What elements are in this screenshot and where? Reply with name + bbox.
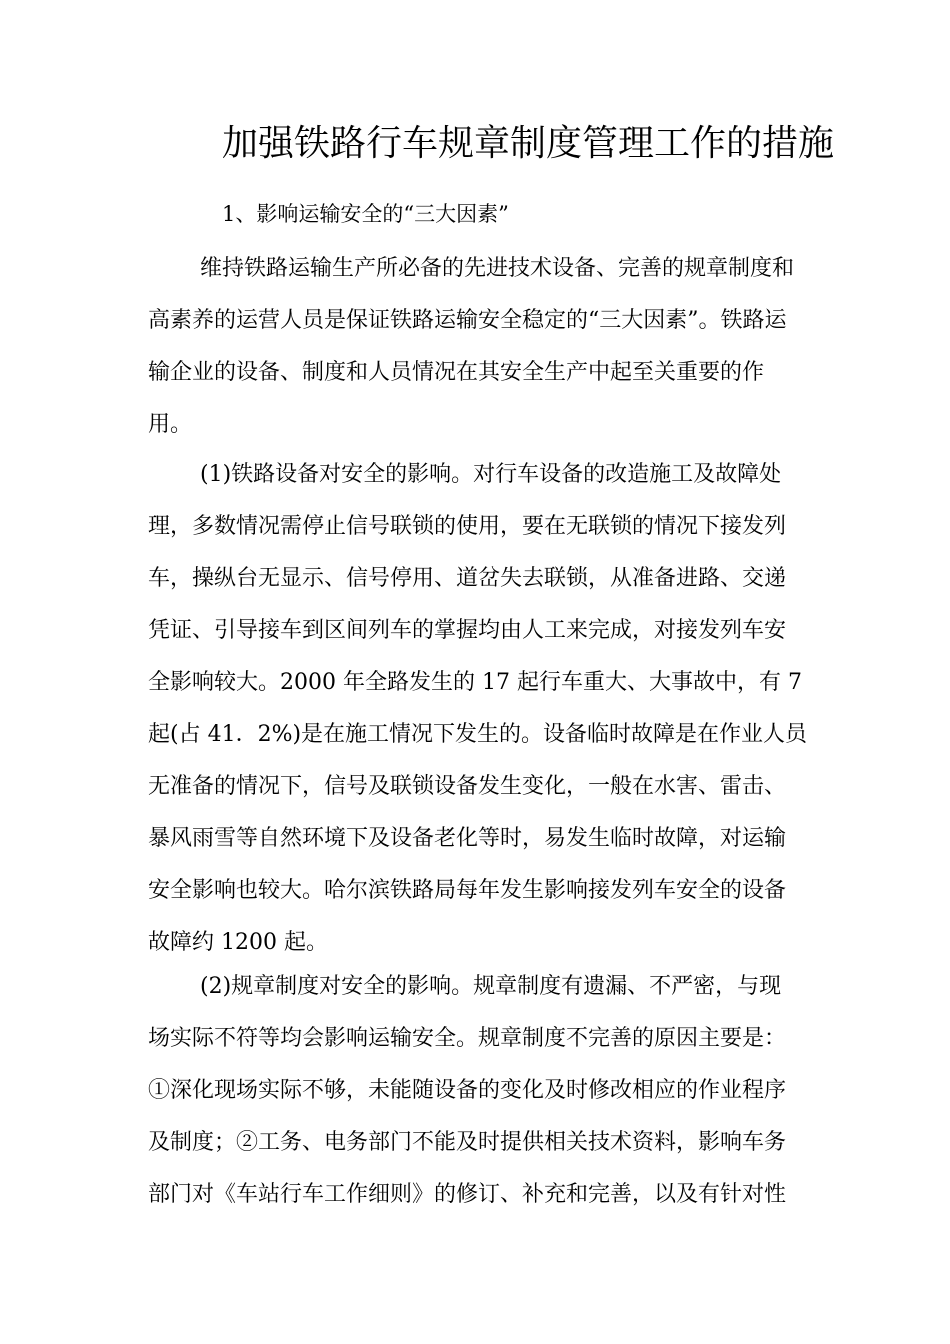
paragraph-line: 高素养的运营人员是保证铁路运输安全稳定的“三大因素”。铁路运	[148, 308, 787, 333]
paragraph-2	[148, 449, 808, 969]
paragraph-1	[148, 243, 808, 451]
paragraph-3	[148, 961, 808, 1221]
paragraph-line: 部门对《车站行车工作细则》的修订、补充和完善，以及有针对性	[148, 1182, 787, 1207]
paragraph-line: 输企业的设备、制度和人员情况在其安全生产中起至关重要的作	[148, 360, 765, 385]
section-heading: 1、影响运输安全的“三大因素”	[222, 202, 509, 226]
paragraph-line: ①深化现场实际不够，未能随设备的变化及时修改相应的作业程序	[148, 1078, 787, 1103]
paragraph-line: 维持铁路运输生产所必备的先进技术设备、完善的规章制度和	[200, 256, 795, 281]
paragraph-line: (1)铁路设备对安全的影响。对行车设备的改造施工及故障处	[200, 462, 782, 487]
paragraph-line: 安全影响也较大。哈尔滨铁路局每年发生影响接发列车安全的设备	[148, 878, 787, 903]
paragraph-line: (2)规章制度对安全的影响。规章制度有遗漏、不严密，与现	[200, 974, 782, 999]
paragraph-line: 暴风雨雪等自然环境下及设备老化等时，易发生临时故障，对运输	[148, 826, 787, 851]
paragraph-line: 无准备的情况下，信号及联锁设备发生变化，一般在水害、雷击、	[148, 774, 787, 799]
paragraph-line: 车，操纵台无显示、信号停用、道岔失去联锁，从准备进路、交递	[148, 566, 787, 591]
paragraph-line: 起(占 41．2%)是在施工情况下发生的。设备临时故障是在作业人员	[148, 722, 808, 747]
paragraph-line: 理，多数情况需停止信号联锁的使用，要在无联锁的情况下接发列	[148, 514, 787, 539]
paragraph-line: 用。	[148, 412, 193, 437]
paragraph-line: 场实际不符等均会影响运输安全。规章制度不完善的原因主要是：	[148, 1026, 787, 1051]
document-title: 加强铁路行车规章制度管理工作的措施	[222, 123, 835, 164]
paragraph-line: 故障约 1200 起。	[148, 930, 328, 955]
paragraph-line: 全影响较大。2000 年全路发生的 17 起行车重大、大事故中，有 7	[148, 670, 802, 695]
paragraph-line: 凭证、引导接车到区间列车的掌握均由人工来完成，对接发列车安	[148, 618, 787, 643]
paragraph-line: 及制度；②工务、电务部门不能及时提供相关技术资料，影响车务	[148, 1130, 787, 1155]
